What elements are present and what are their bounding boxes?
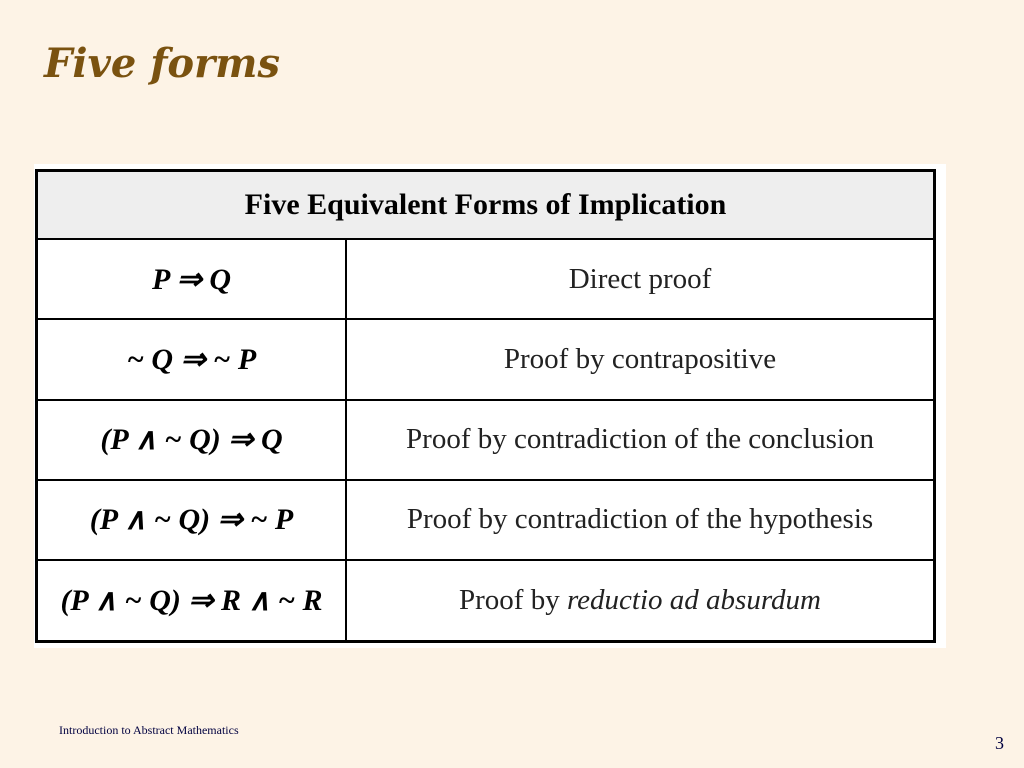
description-cell: Proof by contradiction of the hypothesis <box>346 480 935 560</box>
formula-cell: (P ∧ ~ Q) ⇒ ~ P <box>37 480 347 560</box>
table-header: Five Equivalent Forms of Implication <box>37 171 935 240</box>
page-number: 3 <box>995 733 1004 753</box>
table-row <box>37 400 935 480</box>
description-cell: Proof by contradiction of the conclusion <box>346 400 935 480</box>
table-header-row <box>37 171 935 240</box>
description-prefix: Proof by <box>459 584 567 617</box>
description-cell <box>346 560 935 641</box>
table-row <box>37 480 935 560</box>
implication-forms-table <box>35 169 936 643</box>
description-emphasis: reductio ad absurdum <box>566 584 821 617</box>
description-cell: Proof by contrapositive <box>346 319 935 399</box>
formula-cell: (P ∧ ~ Q) ⇒ Q <box>37 400 347 480</box>
footer-text: Introduction to Abstract Mathematics <box>59 723 239 737</box>
table-row <box>37 239 935 319</box>
formula-cell: P ⇒ Q <box>37 239 347 319</box>
implication-table-image <box>34 164 946 648</box>
table-row <box>37 319 935 399</box>
formula-cell: (P ∧ ~ Q) ⇒ R ∧ ~ R <box>37 560 347 641</box>
slide-title: Five forms <box>44 40 281 87</box>
description-cell: Direct proof <box>346 239 935 319</box>
table-row <box>37 560 935 641</box>
formula-cell: ~ Q ⇒ ~ P <box>37 319 347 399</box>
